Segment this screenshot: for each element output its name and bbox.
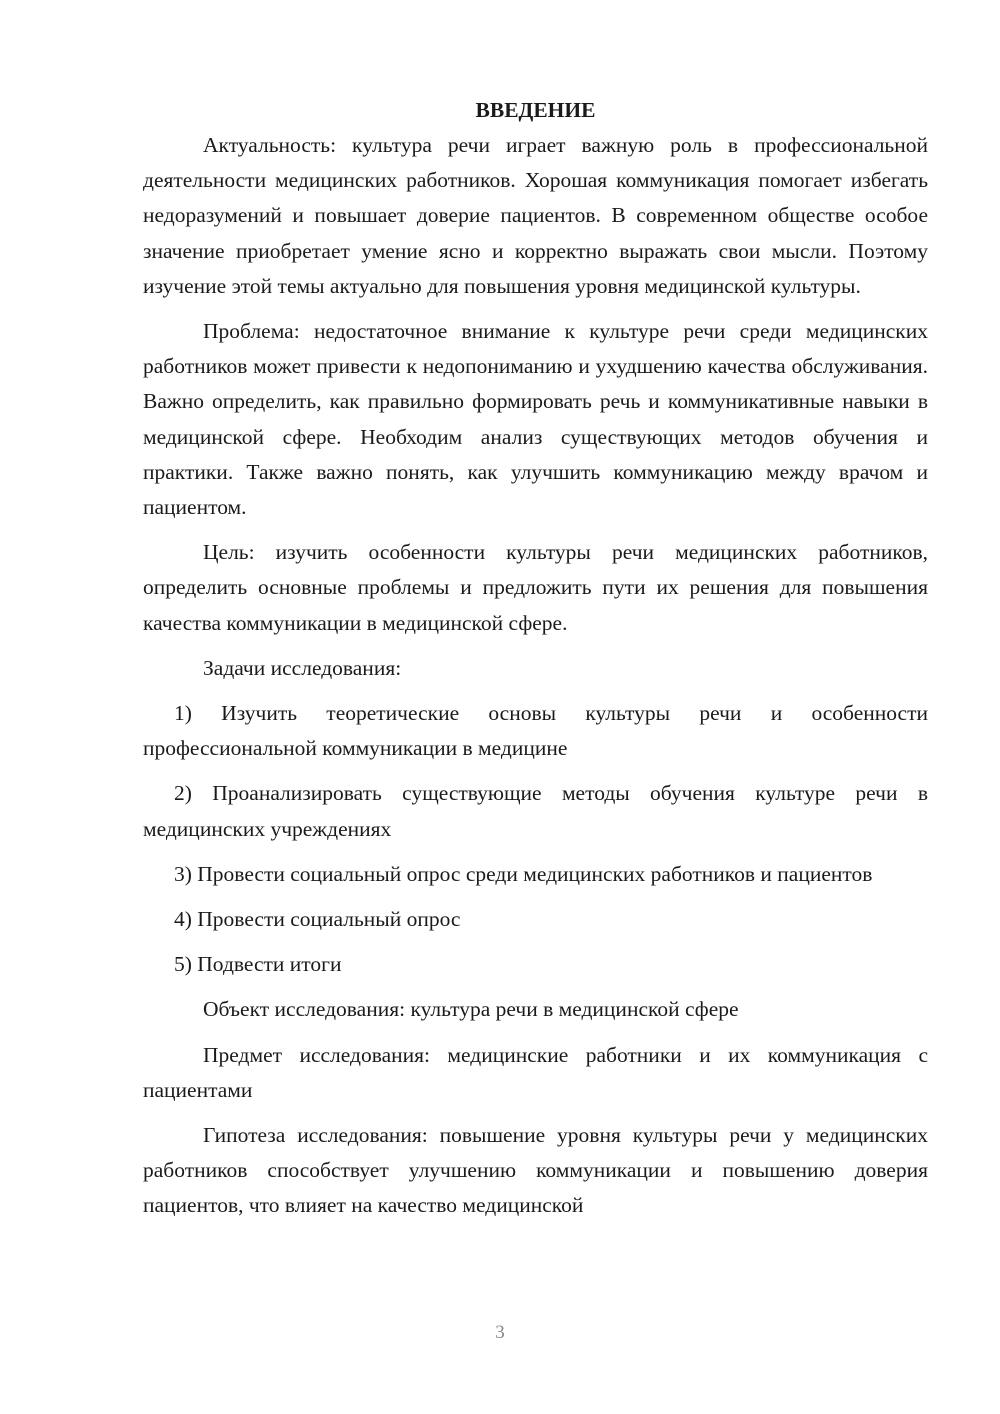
list-item: 4) Провести социальный опрос (174, 907, 461, 932)
list-item: 2) Проанализировать существующие методы обучения культуре речи в медицинских учреждениях (143, 781, 928, 841)
paragraph-goal: Цель: изучить особенности культуры речи медицинских работников, определить основные проблемы и предложить пути их решения для повышения качества коммуникации в медицинской сфере. (143, 540, 928, 635)
list-item: 5) Подвести итоги (174, 952, 342, 977)
paragraph-relevance: Актуальность: культура речи играет важную роль в профессиональной деятельности медицинских работников. Хорошая коммуникация помогает избегать недоразумений и повышает доверие пациентов. В современном обществе особое значение приобретает умение ясно и корректно выражать свои мысли. Поэтому изучение этой темы актуально для повышения уровня медицинской культуры. (143, 133, 928, 298)
paragraph-subject: Предмет исследования: медицинские работники и их коммуникация с пациентами (143, 1042, 928, 1102)
list-item: 3) Провести социальный опрос среди медицинских работников и пациентов (174, 861, 873, 886)
tasks-heading: Задачи исследования: (203, 655, 402, 680)
page-title: ВВЕДЕНИЕ (475, 98, 596, 122)
paragraph-problem: Проблема: недостаточное внимание к культуре речи среди медицинских работников может привести к недопониманию и ухудшению качества обслуживания. Важно определить, как правильно формировать речь и коммуникативные навыки в медицинской сфере. Необходим анализ существующих методов обучения и практики. Также важно понять, как улучшить коммуникацию между врачом и пациентом. (143, 319, 928, 520)
document-page (143, 93, 928, 1224)
paragraph-hypothesis: Гипотеза исследования: повышение уровня культуры речи у медицинских работников способствует улучшению коммуникации и повышению доверия пациентов, что влияет на качество медицинской (143, 1123, 928, 1218)
paragraph-object: Объект исследования: культура речи в медицинской сфере (203, 997, 739, 1022)
tasks-list (143, 696, 928, 982)
list-item: 1) Изучить теоретические основы культуры речи и особенности профессиональной коммуникации в медицине (143, 701, 928, 761)
page-number: 3 (495, 1322, 505, 1343)
